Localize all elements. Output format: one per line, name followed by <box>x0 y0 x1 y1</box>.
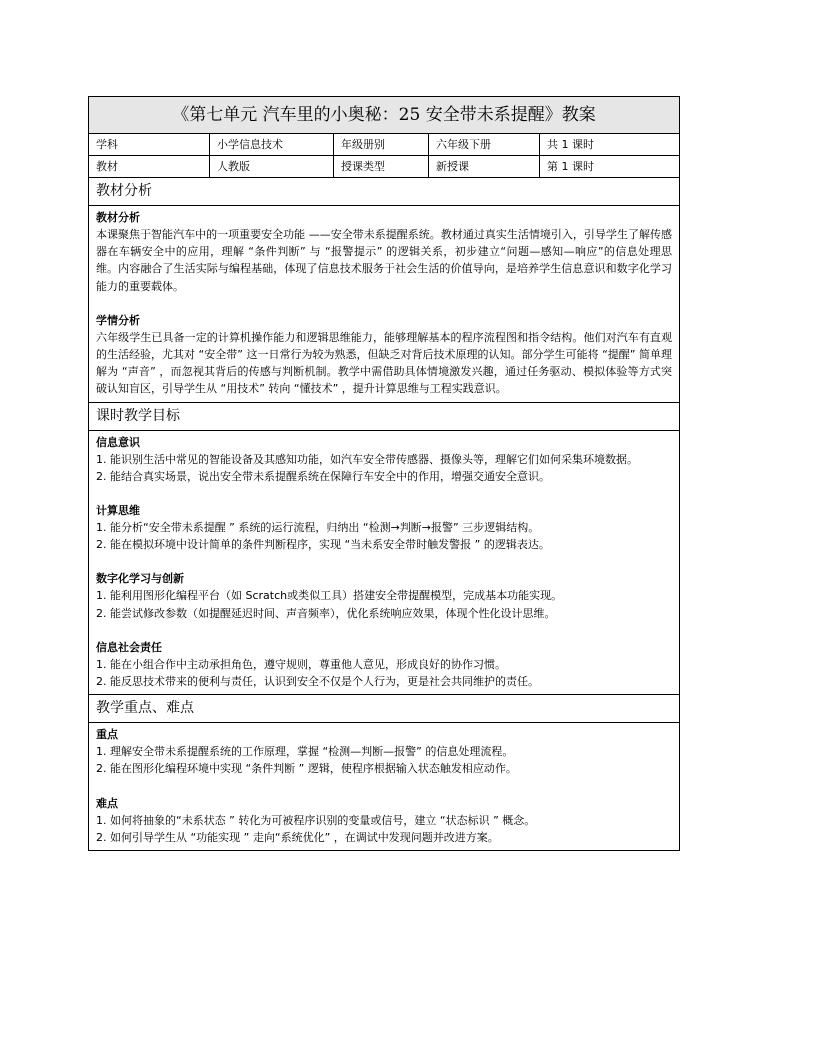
value-subject: 小学信息技术 <box>210 134 334 156</box>
objective-item: 1. 能识别生活中常见的智能设备及其感知功能，如汽车安全带传感器、摄像头等，理解它们如何采集环境数据。 <box>96 452 638 466</box>
value-lesson-number: 第 1 课时 <box>540 156 680 178</box>
section-heading-objectives: 课时教学目标 <box>89 402 680 430</box>
objective-item: 1. 能在小组合作中主动承担角色，遵守规则，尊重他人意见，形成良好的协作习惯。 <box>96 657 506 671</box>
objective-item: 2. 能结合真实场景，说出安全带未系提醒系统在保障行车安全中的作用，增强交通安全意识。 <box>96 469 550 483</box>
section-body-analysis <box>89 206 680 403</box>
section-heading-analysis: 教材分析 <box>89 178 680 206</box>
label-lesson-type: 授课类型 <box>334 156 429 178</box>
subheading-social-responsibility: 信息社会责任 <box>96 640 162 654</box>
objective-item: 2. 能尝试修改参数（如提醒延迟时间、声音频率），优化系统响应效果，体现个性化设计思维。 <box>96 606 556 620</box>
section-heading-keypoints: 教学重点、难点 <box>89 695 680 723</box>
key-point-item: 2. 能在图形化编程环境中实现 “条件判断 ” 逻辑，使程序根据输入状态触发相应动作。 <box>96 762 517 776</box>
difficulty-item: 1. 如何将抽象的“未系状态 ” 转化为可被程序识别的变量或信号，建立 “状态标识 ” 概念。 <box>96 813 536 827</box>
document-title: 《第七单元 汽车里的小奥秘：25 安全带未系提醒》教案 <box>89 97 680 134</box>
value-total-hours: 共 1 课时 <box>540 134 680 156</box>
subheading-info-awareness: 信息意识 <box>96 435 140 449</box>
paragraph-textbook-analysis: 本课聚焦于智能汽车中的一项重要安全功能 ——安全带未系提醒系统。教材通过真实生活情境引入，引导学生了解传感器在车辆安全中的应用，理解 “条件判断” 与 “报警提示” 的逻辑关系，初步建立“问题—感知—响应”的信息处理思维。内容融合了生活实际与编程基础，体现了信息技术服务于社会生活的价值导向，是培养学生信息意识和数字化学习能力的重要载体。 <box>96 228 672 293</box>
paragraph-student-analysis: 六年级学生已具备一定的计算机操作能力和逻辑思维能力，能够理解基本的程序流程图和指令结构。他们对汽车有直观的生活经验，尤其对 “安全带” 这一日常行为较为熟悉，但缺乏对背后技术原理的认知。部分学生可能将 “提醒” 简单理解为 “声音” ，而忽视其背后的传感与判断机制。教学中需借助具体情境激发兴趣，通过任务驱动、模拟体验等方式突破认知盲区，引导学生从 “用技术” 转向 “懂技术” ，提升计算思维与工程实践意识。 <box>96 330 672 396</box>
value-textbook: 人教版 <box>210 156 334 178</box>
value-lesson-type: 新授课 <box>429 156 540 178</box>
lesson-plan-sheet <box>88 96 679 851</box>
subheading-difficulties: 难点 <box>96 796 118 810</box>
info-row-textbook <box>89 156 680 178</box>
objective-item: 1. 能分析“安全带未系提醒 ” 系统的运行流程，归纳出 “检测→判断→报警” 三步逻辑结构。 <box>96 521 540 535</box>
label-textbook: 教材 <box>89 156 210 178</box>
value-grade: 六年级下册 <box>429 134 540 156</box>
subheading-student-analysis: 学情分析 <box>96 313 140 327</box>
lesson-plan-table <box>88 96 680 851</box>
subheading-key-points: 重点 <box>96 728 118 742</box>
objective-item: 2. 能反思技术带来的便利与责任，认识到安全不仅是个人行为，更是社会共同维护的责任。 <box>96 675 539 689</box>
info-row-subject <box>89 134 680 156</box>
section-body-objectives <box>89 430 680 695</box>
key-point-item: 1. 理解安全带未系提醒系统的工作原理，掌握 “检测—判断—报警” 的信息处理流程。 <box>96 745 514 759</box>
label-subject: 学科 <box>89 134 210 156</box>
subheading-digital-learning: 数字化学习与创新 <box>96 572 184 586</box>
subheading-computational-thinking: 计算思维 <box>96 504 140 518</box>
objective-item: 2. 能在模拟环境中设计简单的条件判断程序，实现 “当未系安全带时触发警报 ” 的逻辑表达。 <box>96 538 550 552</box>
label-grade: 年级册别 <box>334 134 429 156</box>
objective-item: 1. 能利用图形化编程平台（如 Scratch或类似工具）搭建安全带提醒模型，完成基本功能实现。 <box>96 589 563 603</box>
difficulty-item: 2. 如何引导学生从 “功能实现 ” 走向“系统优化” ，在调试中发现问题并改进方案。 <box>96 830 499 844</box>
subheading-textbook-analysis: 教材分析 <box>96 211 140 224</box>
section-body-keypoints <box>89 723 680 851</box>
